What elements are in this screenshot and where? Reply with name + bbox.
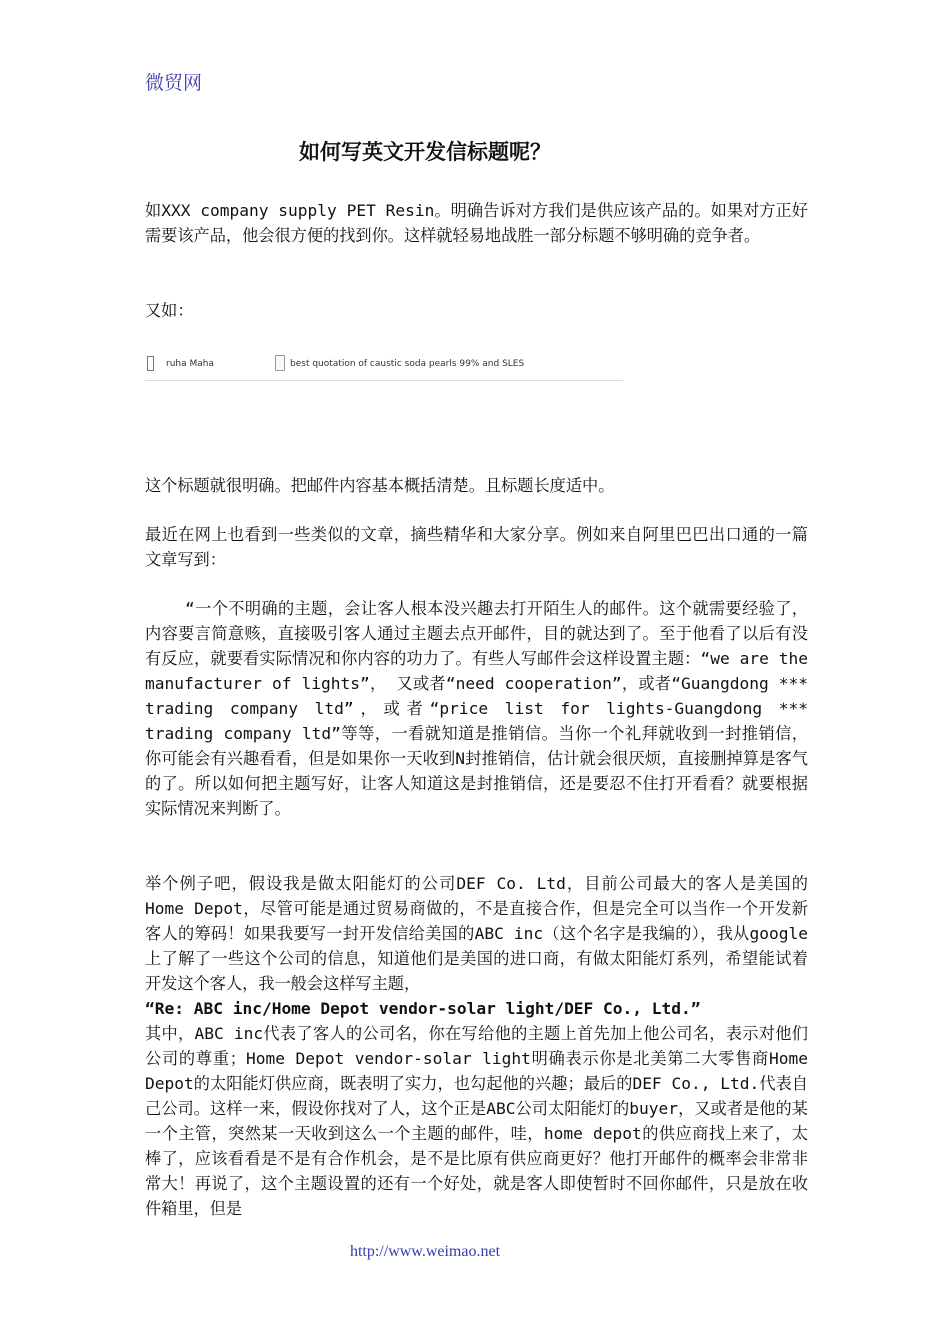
email-subject: best quotation of caustic soda pearls 99% and SLES <box>290 359 525 369</box>
paragraph-quote: “一个不明确的主题，会让客人根本没兴趣去打开陌生人的邮件。这个就需要经验了，内容要言简意赅，直接吸引客人通过主题去点开邮件，目的就达到了。至于他看了以后有没有反应，就要看实际情况和你内容的功力了。有些人写邮件会这样设置主题：“we are the manufacturer of lights”， 又或者“need cooperation”，或者“Guangdong *** trading company ltd”，或者“price list for lights-Guangdong *** trading company ltd”等等，一看就知道是推销信。当你一个礼拜就收到一封推销信，你可能会有兴趣看看，但是如果你一天收到N封推销信，估计就会很厌烦，直接删掉算是客气的了。所以如何把主题写好，让客人知道这是封推销信，还是要忍不住打开看看？就要根据实际情况来判断了。 <box>145 599 808 818</box>
paragraph-sharing: 最近在网上也看到一些类似的文章，摘些精华和大家分享。例如来自阿里巴巴出口通的一篇文章写到： <box>145 525 808 569</box>
paragraph-intro: 如XXX company supply PET Resin。明确告诉对方我们是供应该产品的。如果对方正好需要该产品，他会很方便的找到你。这样就轻易地战胜一部分标题不够明确的竞争者。 <box>145 201 808 245</box>
paragraph-example <box>145 871 808 1221</box>
paperclip-icon <box>275 355 285 371</box>
footer <box>0 1243 950 1261</box>
email-sender: ruha Maha <box>166 359 214 369</box>
example-explanation: 其中，ABC inc代表了客人的公司名，你在写给他的主题上首先加上他公司名，表示对他们公司的尊重；Home Depot vendor-solar light明确表示你是北美第二大零售商Home Depot的太阳能灯供应商，既表明了实力，也勾起他的兴趣；最后的DEF Co., Ltd.代表自己公司。这样一来，假设你找对了人，这个正是ABC公司太阳能灯的buyer，又或者是他的某一个主管，突然某一天收到这么一个主题的邮件，哇，home depot的供应商找上来了，太棒了，应该看看是不是有合作机会，是不是比原有供应商更好？他打开邮件的概率会非常非常大！再说了，这个主题设置的还有一个好处，就是客人即使暂时不回你邮件，只是放在收件箱里，但是 <box>145 1024 808 1218</box>
example-subject-line: “Re: ABC inc/Home Depot vendor-solar light/DEF Co., Ltd.” <box>145 999 701 1018</box>
paragraph-comment: 这个标题就很明确。把邮件内容基本概括清楚。且标题长度适中。 <box>145 476 615 495</box>
checkbox-icon <box>147 356 154 371</box>
paragraph-example-lead: 又如： <box>145 301 194 320</box>
example-text: 举个例子吧，假设我是做太阳能灯的公司DEF Co. Ltd，目前公司最大的客人是美国的Home Depot，尽管可能是通过贸易商做的，不是直接合作，但是完全可以当作一个开发新客人的筹码！如果我要写一封开发信给美国的ABC inc（这个名字是我编的），我从google上了解了一些这个公司的信息，知道他们是美国的进口商，有做太阳能灯系列，希望能试着开发这个客人，我一般会这样写主题， <box>145 874 808 993</box>
footer-url-link[interactable]: http://www.weimao.net <box>349 1243 501 1260</box>
site-name-link[interactable]: 微贸网 <box>145 72 203 94</box>
page-title: 如何写英文开发信标题呢？ <box>299 140 551 164</box>
email-list-row <box>145 346 623 381</box>
